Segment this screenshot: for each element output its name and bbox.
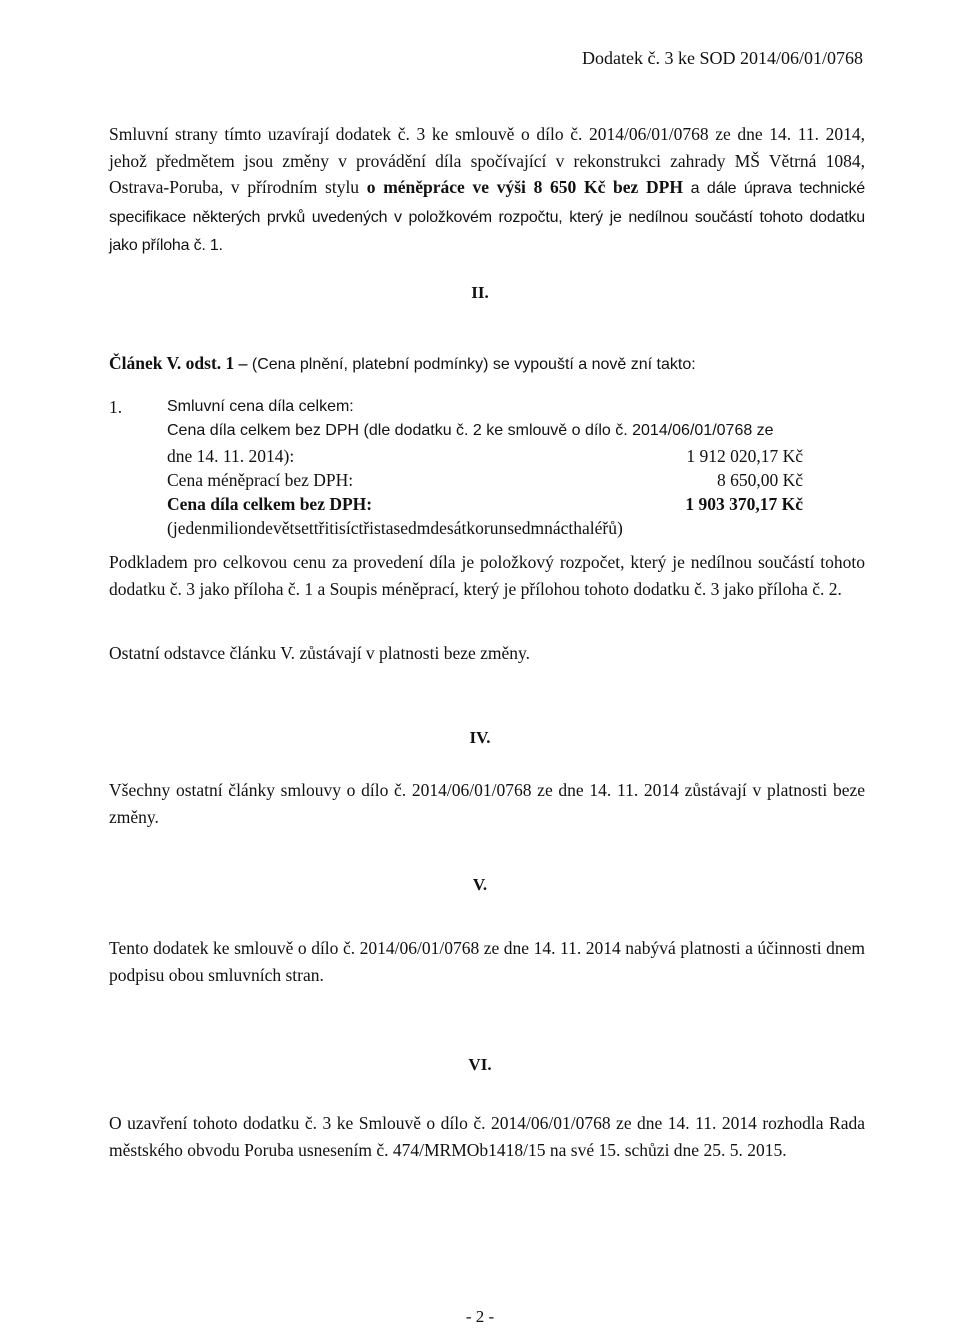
intro-text-part2: a dále úprava technické specifikace některých prvků uvedených v položkovém rozpočtu, který je nedílnou součástí tohoto dodatku jako příloha č. 1. <box>109 180 866 254</box>
page-number: - 2 - <box>465 1307 495 1326</box>
article-line <box>109 353 696 374</box>
intro-paragraph <box>109 121 865 260</box>
total-price-in-words: (jedenmiliondevětsettřitisíctřistasedmdesátkorunsedmnácthaléřů) <box>167 518 623 539</box>
total-price-row <box>167 492 865 516</box>
document-header: Dodatek č. 3 ke SOD 2014/06/01/0768 <box>582 48 863 68</box>
section-6-text: O uzavření tohoto dodatku č. 3 ke Smlouvě o dílo č. 2014/06/01/0768 ze dne 14. 11. 2014 rozhodla Rada městského obvodu Poruba usnesením č. 474/MRMOb1418/15 na své 15. schůzi dne 25. 5. 2015. <box>109 1113 865 1160</box>
base-price-label-line2: dne 14. 11. 2014): <box>167 445 295 466</box>
article-reference: Článek V. odst. 1 – <box>109 353 248 373</box>
basis-paragraph: Podkladem pro celkovou cenu za provedení díla je položkový rozpočet, který je nedílnou součástí tohoto dodatku č. 3 jako příloha č. 1 a Soupis méněprací, který je přílohou tohoto dodatku č. 3 jako příloha č. 2. <box>109 552 865 599</box>
list-item-number: 1. <box>109 397 123 417</box>
section-heading-6: VI. <box>468 1055 492 1074</box>
section-5-text: Tento dodatek ke smlouvě o dílo č. 2014/06/01/0768 ze dne 14. 11. 2014 nabývá platnosti a účinnosti dnem podpisu obou smluvních stran. <box>109 938 865 985</box>
intro-text-part1: Smluvní strany tímto uzavírají dodatek č. 3 ke smlouvě o dílo č. 2014/06/01/0768 ze dne 14. 11. 2014, jehož předmětem jsou změny v provádění díla spočívající v rekonstrukci zahrady MŠ Větrná 1084, Ostrava-Poruba, v přírodním stylu <box>109 124 865 197</box>
list-item-content <box>167 395 865 541</box>
section-heading-5: V. <box>472 875 488 894</box>
other-paragraphs-note: Ostatní odstavce článku V. zůstávají v platnosti beze změny. <box>109 643 531 663</box>
less-work-row <box>167 468 865 492</box>
total-price-amount: 1 903 370,17 Kč <box>685 494 803 515</box>
base-price-amount: 1 912 020,17 Kč <box>686 445 803 466</box>
article-text: (Cena plnění, platební podmínky) se vypouští a nově zní takto: <box>247 356 696 373</box>
base-price-label-line1: Cena díla celkem bez DPH (dle dodatku č. 2 ke smlouvě o dílo č. 2014/06/01/0768 ze <box>167 422 774 440</box>
less-work-amount: 8 650,00 Kč <box>716 469 803 490</box>
total-price-label: Cena díla celkem bez DPH: <box>167 494 373 515</box>
section-heading-2: II. <box>471 283 489 302</box>
less-work-label: Cena méněprací bez DPH: <box>167 469 354 490</box>
section-4-text: Všechny ostatní články smlouvy o dílo č. 2014/06/01/0768 ze dne 14. 11. 2014 zůstávají v platnosti beze změny. <box>109 780 865 827</box>
price-title: Smluvní cena díla celkem: <box>167 398 354 415</box>
intro-text-bold: o méněpráce ve výši 8 650 Kč bez DPH <box>366 177 683 197</box>
base-price-row <box>167 444 865 468</box>
price-list <box>109 395 865 541</box>
section-heading-4: IV. <box>469 728 491 747</box>
